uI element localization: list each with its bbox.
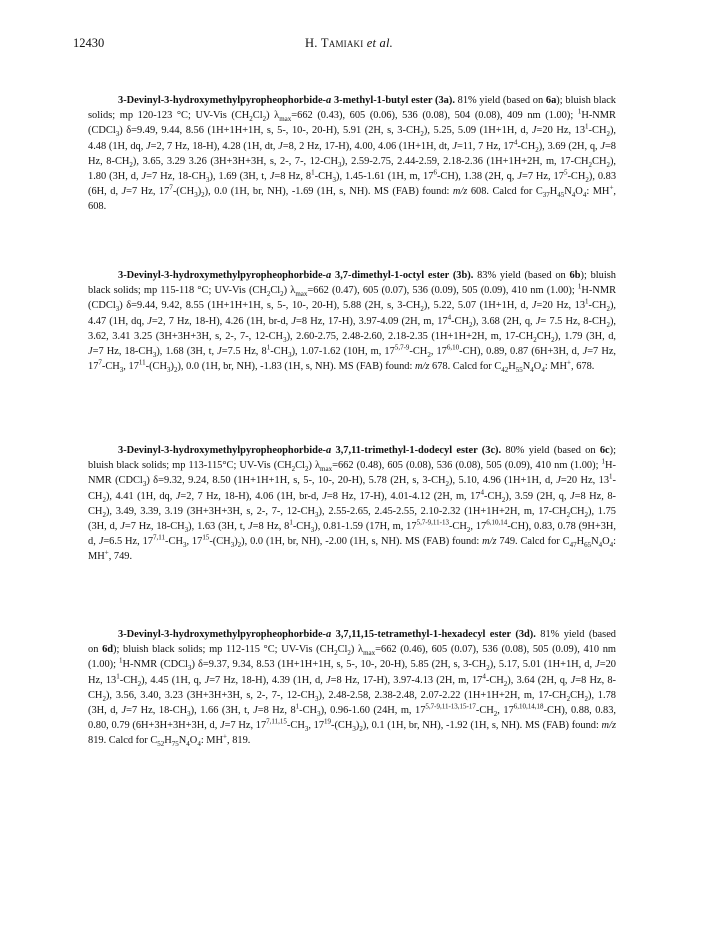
name-prefix: 3-Devinyl-3-hydroxymethylpyropheophorbide-	[118, 445, 327, 456]
compound-entry-3b	[88, 268, 616, 374]
compound-entry-3a	[88, 93, 616, 215]
compound-data-3c: 80% yield (based on 6c); bluish black solids; mp 113-115°C; UV-Vis $(CH_2Cl_2)$ $\lambda_{max}=662$ (0.48), 605 (0.08), 536 (0.08), 505 (0.09), 410 nm (1.00); $^1$H-NMR (CDCl$_3$) δ=9.32, 9.24, 8.50 (1H+1H+1H, s, 5-, 10-, 20-H), 5.78 (2H, s, $3-CH_2$), 5.10, 4.96 (1H+1H, d, J=20 Hz, $13^1-CH_2$), 4.41 (1H, dq, J=2, 7 Hz, 18-H), 4.06 (1H, br-d, J=8 Hz, 17-H), 4.01-4.12 (2H, m, $17^4-CH_2$), 3.59 (2H, q, J=8 Hz, $8-CH_2$), 3.49, 3.39, 3.19 (3H+3H+3H, s, 2-, 7-, $12-CH_3$), 2.55-2.65, 2.45-2.55, 2.10-2.32 (1H+1H+2H, m, $17-CH_2CH_2$), 1.75 (3H, d, J=7 Hz, $18-CH_3$), 1.63 (3H, t, J=8 Hz, $8^1-CH_3$), 0.81-1.59 (17H, m, $17^{5,7-9,11-13}-CH_2$, 17$^{6,10,14}$-CH), 0.83, 0.78 (9H+3H, d, J=6.5 Hz, $17^{7,11}-CH_3$, $17^{15}-(CH_3)_2$), 0.0 (1H, br, NH), -2.00 (1H, s, NH). MS (FAB) found: m/z 749. Calcd for $C_{47}H_{65}N_4O_4$: MH+, 749.	[88, 445, 617, 563]
name-prefix: 3-Devinyl-3-hydroxymethylpyropheophorbide-	[118, 270, 327, 281]
name-italic: a	[326, 270, 332, 281]
name-italic: a	[326, 629, 332, 640]
name-suffix: 3,7-dimethyl-1-octyl ester (3b).	[331, 270, 474, 281]
name-suffix: 3-methyl-1-butyl ester (3a).	[331, 95, 455, 106]
name-suffix: 3,7,11,15-tetramethyl-1-hexadecyl ester (3d).	[331, 629, 536, 640]
compound-data-3a: 81% yield (based on 6a); bluish black solids; mp 120-123 °C; UV-Vis $(CH_2Cl_2)$ $\lambda_{max}=662$ (0.43), 605 (0.06), 536 (0.08), 504 (0.08), 409 nm (1.00); $^1$H-NMR (CDCl$_3$) δ=9.49, 9.44, 8.56 (1H+1H+1H, s, 5-, 10-, 20-H), 5.91 (2H, s, $3-CH_2$), 5.25, 5.09 (1H+1H, d, J=20 Hz, $13^1-CH_2$), 4.48 (1H, dq, J=2, 7 Hz, 18-H), 4.28 (1H, dt, J=8, 2 Hz, 17-H), 4.00, 4.06 (1H+1H, dt, J=11, 7 Hz, $17^4-CH_2$), 3.69 (2H, q, J=8 Hz, $8-CH_2$), 3.65, 3.29 3.26 (3H+3H+3H, s, 2-, 7-, $12-CH_3$), 2.59-2.75, 2.44-2.59, 2.18-2.36 (1H+1H+2H, m, $17-CH_2CH_2$), 1.80 (3H, d, J=7 Hz, $18-CH_3$), 1.69 (3H, t, J=8 Hz, $8^1-CH_3$), 1.45-1.61 (1H, m, $17^6-CH$), 1.38 (2H, q, J=7 Hz, $17^5-CH_2$), 0.83 (6H, d, J=7 Hz, $17^7-(CH_3)_2$), 0.0 (1H, br, NH), -1.69 (1H, s, NH). MS (FAB) found: m/z 608. Calcd for $C_{37}H_{45}N_4O_4$: MH+, 608.	[88, 95, 617, 213]
compound-name-3d	[118, 629, 536, 640]
compound-name-3b	[118, 270, 473, 281]
name-italic: a	[326, 445, 332, 456]
page-number: 12430	[73, 36, 105, 50]
compound-data-3b: 83% yield (based on 6b); bluish black solids; mp 115-118 °C; UV-Vis $(CH_2Cl_2)$ $\lambda_{max}=662$ (0.47), 605 (0.07), 536 (0.09), 505 (0.09), 410 nm (1.00); $^1$H-NMR (CDCl$_3$) δ=9.44, 9.42, 8.55 (1H+1H+1H, s, 5-, 10-, 20-H), 5.88 (2H, s, $3-CH_2$), 5.22, 5.07 (1H+1H, d, J=20 Hz, $13^1-CH_2$), 4.47 (1H, dq, J=2, 7 Hz, 18-H), 4.26 (1H, br-d, J=8 Hz, 17-H), 3.97-4.09 (2H, m, $17^4-CH_2$), 3.68 (2H, q, J= 7.5 Hz, $8-CH_2$), 3.62, 3.41 3.25 (3H+3H+3H, s, 2-, 7-, $12-CH_3$), 2.60-2.75, 2.48-2.60, 2.18-2.35 (1H+1H+2H, m, $17-CH_2CH_2$), 1.79 (3H, d, J=7 Hz, $18-CH_3$), 1.68 (3H, t, J=7.5 Hz, $8^1-CH_3$), 1.07-1.62 (10H, m, $17^{5,7-9}-CH_2$, 17$^{6,10}$-CH), 0.89, 0.87 (6H+3H, d, J=7 Hz, $17^7-CH_3$, $17^{11}-(CH_3)_2$), 0.0 (1H, br, NH), -1.83 (1H, s, NH). MS (FAB) found: m/z 678. Calcd for $C_{42}H_{55}N_4O_4$: MH+, 678.	[88, 270, 617, 375]
author-initial: H.	[305, 36, 321, 50]
name-prefix: 3-Devinyl-3-hydroxymethylpyropheophorbide-	[118, 629, 327, 640]
name-prefix: 3-Devinyl-3-hydroxymethylpyropheophorbide-	[118, 95, 327, 106]
compound-name-3a	[118, 95, 455, 106]
compound-entry-3c	[88, 443, 616, 565]
compound-data-3d: 81% yield (based on 6d); bluish black solids; mp 112-115 °C; UV-Vis $(CH_2Cl_2)$ $\lambda_{max}=662$ (0.46), 605 (0.07), 536 (0.08), 505 (0.09), 410 nm (1.00); $^1$H-NMR (CDCl$_3$) δ=9.37, 9.34, 8.53 (1H+1H+1H, s, 5-, 10-, 20-H), 5.85 (2H, s, $3-CH_2$), 5.17, 5.01 (1H+1H, d, J=20 Hz, $13^1-CH_2$), 4.45 (1H, q, J=7 Hz, 18-H), 4.39 (1H, d, J=8 Hz, 17-H), 3.97-4.13 (2H, m, $17^4-CH_2$), 3.64 (2H, q, J=8 Hz, $8-CH_2$), 3.56, 3.40, 3.23 (3H+3H+3H, s, 2-, 7-, $12-CH_3$), 2.48-2.58, 2.38-2.48, 2.07-2.22 (1H+1H+2H, m, $17-CH_2CH_2$), 1.78 (3H, d, J=7 Hz, $18-CH_3$), 1.66 (3H, t, J=8 Hz, $8^1-CH_3$), 0.96-1.60 (24H, m, $17^{5,7-9,11-13,15-17}-CH_2$, 17$^{6,10,14,18}$-CH), 0.88, 0.83, 0.80, 0.79 (6H+3H+3H+3H, d, J=7 Hz, $17^{7,11,15}-CH_3$, $17^{19}-(CH_3)_2$), 0.1 (1H, br, NH), -1.92 (1H, s, NH). MS (FAB) found: m/z 819. Calcd for $C_{52}H_{75}N_4O_4$: MH+, 819.	[88, 629, 617, 749]
running-head	[73, 36, 625, 51]
compound-entry-3d	[88, 627, 616, 749]
name-italic: a	[326, 95, 332, 106]
name-suffix: 3,7,11-trimethyl-1-dodecyl ester (3c).	[331, 445, 502, 456]
author-surname: Tamiaki	[320, 36, 364, 50]
compound-name-3c	[118, 445, 501, 456]
page-header	[73, 36, 625, 54]
et-al: et al.	[363, 36, 393, 50]
